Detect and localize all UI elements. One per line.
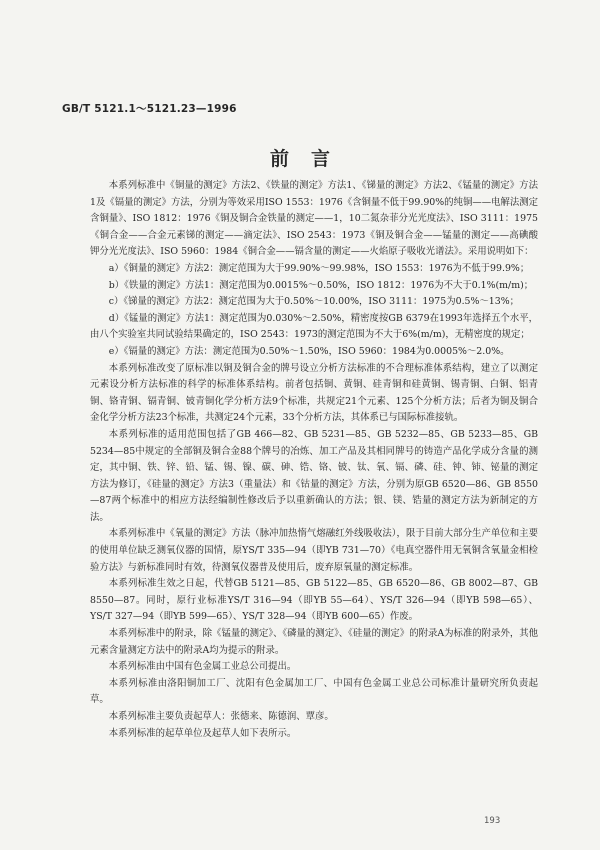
list-item-a: a）《铜量的测定》方法2：测定范围为大于99.90%～99.98%，ISO 1553：1976为不低于99.9%； — [108, 262, 530, 274]
list-item-b: b）《铁量的测定》方法1：测定范围为0.0015%～0.50%，ISO 1812：1976为不大于0.1%(m/m)； — [108, 279, 534, 291]
page-number: 193 — [484, 816, 501, 826]
supersedes-paragraph: 本系列标准生效之日起，代替GB 5121—85、GB 5122—85、GB 6520—86、GB 8002—87、GB 8550—87。同时，原行业标准YS/T 316—94（即YB 55—64）、YS/T 326—94（即YB 598—65）、YS/T 327—94（即YB 599—65）、YS/T 328—94（即YB 600—65）作废。 — [90, 578, 538, 623]
intro-paragraph: 本系列标准中《铜量的测定》方法2、《铁量的测定》方法1、《锑量的测定》方法2、《锰量的测定》方法1及《镉量的测定》方法，分别为等效采用ISO 1553：1976《含铜量不低于99.90%的纯铜——电解法测定含铜量》、ISO 1812：1976《铜及铜合金铁量的测定——1，10二氮杂菲分光光度法》、ISO 3111：1975《铜合金——合金元素锑的测定——滴定法》、ISO 2543：1973《铜及铜合金——锰量的测定——高碘酸钾分光光度法》、ISO 5960：1984《铜合金——镉含量的测定——火焰原子吸收光谱法》。采用说明如下： — [90, 180, 538, 258]
table-intro-paragraph: 本系列标准的起草单位及起草人如下表所示。 — [108, 727, 297, 739]
foreword-body — [90, 178, 538, 742]
list-item-d: d）《锰量的测定》方法1：测定范围为0.030%～2.50%，精密度按GB 6379在1993年选择五个水平，由八个实验室共同试验结果确定的，ISO 2543：1973的测定范围为不大于6%(m/m)，无精密度的规定； — [90, 312, 538, 341]
proposer-paragraph: 本系列标准由中国有色金属工业总公司提出。 — [108, 661, 297, 673]
scope-paragraph: 本系列标准的适用范围包括了GB 466—82、GB 5231—85、GB 5232—85、GB 5233—85、GB 5234—85中规定的全部铜及铜合金88个牌号的冶炼、加工产品及其相同牌号的铸造产品化学成分含量的测定，其中铜、铁、锌、铅、锰、锡、镍、碳、砷、锆、铬、铍、钛、氧、镉、磷、硅、钟、铈、铋量的测定方法为修订，《硅量的测定》方法3（重量法）和《钴量的测定》方法，分别为原GB 6520—86、GB 8550—87两个标准中的相应方法经编制性修改后予以重新确认的方法；银、镁、锆量的测定方法为新制定的方法。 — [90, 428, 538, 523]
oxygen-paragraph: 本系列标准中《氧量的测定》方法（脉冲加热惰气熔融红外线吸收法），限于目前大部分生产单位和主要的使用单位缺乏测氧仪器的国情，原YS/T 335—94（即YB 731—70）《电真空器件用无氧铜含氧量金相检验方法》与新标准同时有效，待测氧仪器普及使用后，废弃原氧量的测定标准。 — [90, 528, 538, 573]
drafting-units-paragraph: 本系列标准由洛阳铜加工厂、沈阳有色金属加工厂、中国有色金属工业总公司标准计量研究所负责起草。 — [90, 677, 538, 706]
list-item-e: e）《镉量的测定》方法：测定范围为0.50%～1.50%，ISO 5960：1984为0.0005%～2.0%。 — [108, 345, 510, 357]
structure-paragraph: 本系列标准改变了原标准以铜及铜合金的牌号设立分析方法标准的不合理标准体系结构，建立了以测定元素设分析方法标准的科学的标准体系结构。前者包括铜、黄铜、硅青铜和硅黄铜、锡青铜、白铜、铝青铜、铬青铜、镉青铜、铍青铜化学分析方法9个标准，共规定21个元素、125个分析方法；后者为铜及铜合金化学分析方法23个标准，共测定24个元素，33个分析方法，其体系已与国际标准接轨。 — [90, 362, 538, 424]
appendix-paragraph: 本系列标准中的附录，除《锰量的测定》、《磷量的测定》、《硅量的测定》的附录A为标准的附录外，其他元素含量测定方法中的附录A均为提示的附录。 — [90, 628, 538, 656]
page-title: 前言 — [269, 148, 352, 170]
list-item-c: c）《锑量的测定》方法2：测定范围为大于0.50%～10.00%，ISO 3111：1975为0.5%～13%； — [108, 296, 520, 308]
drafters-paragraph: 本系列标准主要负责起草人：张德来、陈德润、覃彦。 — [108, 711, 334, 722]
standard-code: GB/T 5121.1～5121.23—1996 — [62, 103, 237, 115]
